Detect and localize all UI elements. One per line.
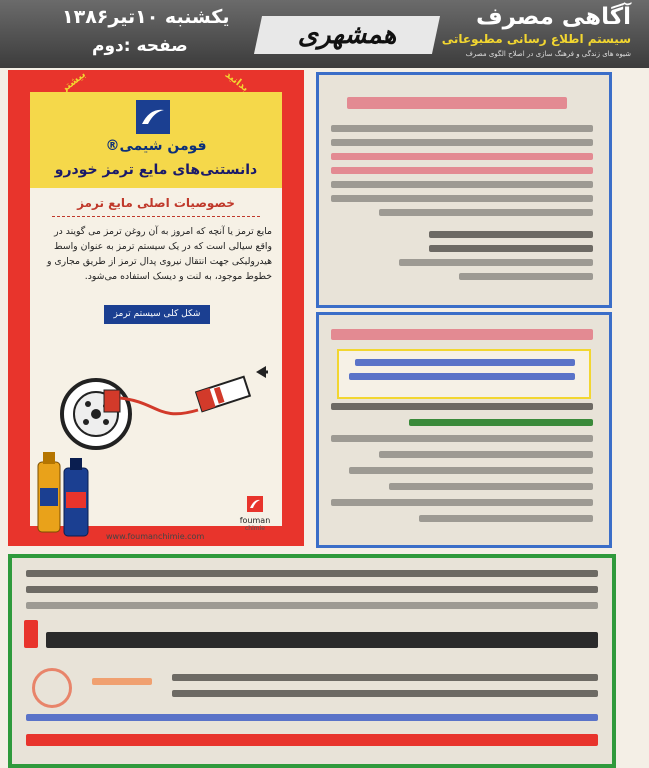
blurred-line [331,403,593,410]
blurred-article-middle [316,312,612,548]
blurred-heading [46,632,598,648]
blurred-line [355,359,575,366]
newspaper-logo [254,16,440,54]
blurred-heading [331,329,593,340]
blurred-line [419,515,593,522]
blurred-line [331,499,593,506]
section-tagline: سیستم اطلاع رسانی مطبوعاتی [441,32,631,46]
product-bottles-image [34,448,94,538]
blurred-stamp [32,668,72,708]
brand-name: فومن شیمی® [105,138,207,154]
blurred-line [331,167,593,174]
ad-content [30,92,282,541]
newspaper-name: همشهری [297,20,397,50]
section-title: آگاهی مصرف [475,4,631,30]
blurred-article-bottom [8,554,616,768]
blurred-line [26,714,598,721]
blurred-line [172,690,598,697]
fouman-logo-icon [247,496,263,512]
issue-date: یکشنبه ۱۰تیر۱۳۸۶ [62,6,230,28]
blurred-line [331,153,593,160]
blurred-line [172,674,598,681]
brake-system-label: شکل کلی سیستم ترمز [104,305,210,324]
blurred-line [26,602,598,609]
ad-subtitle: خصوصیات اصلی مایع ترمز [77,196,235,210]
blurred-line [389,483,593,490]
blurred-line [429,231,593,238]
ad-body-text: مایع ترمز یا آنچه که امروز به آن روغن ترمز می گویند در واقع سیالی است که در یک سیستم ترمز به عنوان واسط هیدرولیکی جهت انتقال نیروی پدال ترمز از طریق مجاری و خطوط موجود، به لنت و دیسک استفاده می‌شود. [46,226,272,282]
ad-website: www.foumanchimie.com [106,532,205,541]
brake-fluid-advertisement [8,70,304,546]
blurred-line [331,125,593,132]
blurred-line [459,273,593,280]
blurred-mark [24,620,38,648]
blurred-line [349,467,593,474]
fouman-logo [234,496,276,532]
blurred-line [429,245,593,252]
blurred-line [331,181,593,188]
blurred-line [399,259,593,266]
fouman-logo-text: fouman [239,516,271,525]
blurred-heading [347,97,567,109]
blurred-line [379,209,593,216]
divider [52,216,260,217]
blurred-line [331,435,593,442]
brand-logo-icon [136,100,170,134]
blurred-line [331,195,593,202]
ad-title: دانستنی‌های مایع ترمز خودرو [54,162,258,178]
blurred-line [379,451,593,458]
brake-system-diagram [48,362,268,452]
blurred-highlight-box [337,349,591,399]
blurred-line [331,139,593,146]
page-header [0,0,649,68]
fouman-logo-sub: chimie [245,525,265,532]
blurred-phone-line [26,734,598,746]
blurred-article-top [316,72,612,308]
blurred-line [26,570,598,577]
section-note: شیوه های زندگی و فرهنگ سازی در اصلاح الگوی مصرف [465,50,631,58]
page-number: صفحه :دوم [92,36,188,56]
blurred-line [26,586,598,593]
blurred-line [349,373,575,380]
blurred-line [92,678,152,685]
blurred-line [409,419,593,426]
